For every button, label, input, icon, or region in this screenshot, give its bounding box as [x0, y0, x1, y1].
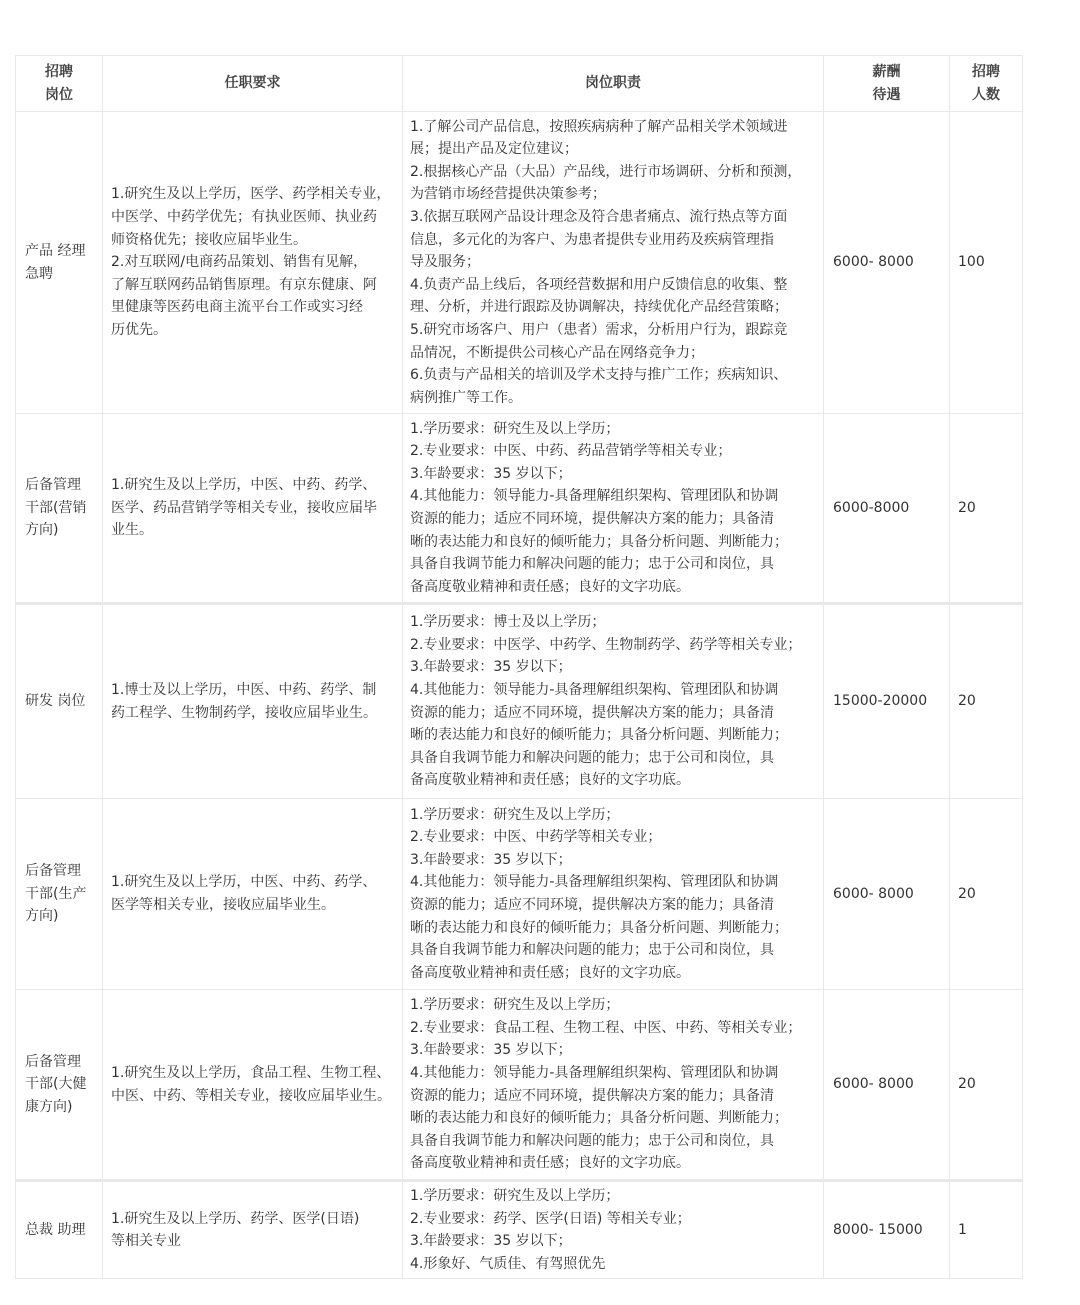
table-row — [16, 414, 1023, 604]
duties-cell-line: 2.专业要求：中医、中药、药品营销学等相关专业； — [410, 443, 732, 460]
duties-cell-line: 晰的表达能力和良好的倾听能力；具备分析问题、判断能力； — [410, 727, 788, 744]
header-row — [16, 56, 1023, 112]
duties-cell-line: 2.专业要求：食品工程、生物工程、中医、中药、等相关专业； — [410, 1019, 802, 1036]
position-cell-line: 方向) — [25, 522, 59, 539]
count-cell: 100 — [950, 112, 1023, 414]
duties-cell-line: 晰的表达能力和良好的倾听能力；具备分析问题、判断能力； — [410, 533, 788, 550]
position-cell-line: 急聘 — [25, 265, 53, 282]
duties-cell-line: 3.年龄要求：35 岁以下； — [410, 1233, 572, 1250]
duties-cell-line: 具备自我调节能力和解决问题的能力；忠于公司和岗位，具 — [410, 942, 774, 959]
requirements-cell-line: 医学等相关专业，接收应届毕业生。 — [111, 897, 335, 913]
salary-cell: 15000-20000 — [824, 604, 950, 799]
duties-cell-line: 资源的能力；适应不同环境，提供解决方案的能力；具备清 — [410, 704, 774, 721]
requirements-cell-line: 师资格优先；接收应届毕业生。 — [111, 231, 307, 248]
salary-cell: 8000- 15000 — [824, 1181, 950, 1279]
duties-cell-line: 信息，多元化的为客户、为患者提供专业用药及疾病管理指 — [410, 231, 774, 248]
duties-cell — [403, 1181, 824, 1279]
recruitment-table — [15, 55, 1023, 1279]
duties-cell-line: 资源的能力；适应不同环境，提供解决方案的能力；具备清 — [410, 897, 774, 913]
requirements-cell — [103, 112, 403, 414]
duties-cell-line: 2.专业要求：中医学、中药学、生物制药学、药学等相关专业； — [410, 636, 802, 653]
requirements-cell-line: 1.研究生及以上学历，医学、药学相关专业， — [111, 186, 391, 203]
position-cell — [16, 990, 103, 1181]
duties-cell — [403, 799, 824, 990]
header-count: 招聘 人数 — [950, 56, 1023, 112]
position-cell-line: 研发 岗位 — [25, 693, 86, 710]
duties-cell-line: 3.年龄要求：35 岁以下； — [410, 851, 572, 868]
duties-cell-line: 3.年龄要求：35 岁以下； — [410, 465, 572, 482]
table-row — [16, 1181, 1023, 1279]
requirements-cell-line: 里健康等医药电商主流平台工作或实习经 — [111, 299, 363, 316]
duties-cell-line: 品情况，不断提供公司核心产品在网络竞争力； — [410, 344, 704, 361]
duties-cell-line: 2.根据核心产品（大品）产品线，进行市场调研、分析和预测， — [410, 163, 802, 180]
count-cell: 20 — [950, 799, 1023, 990]
header-duties: 岗位职责 — [403, 56, 824, 112]
position-cell-line: 后备管理 — [25, 477, 81, 494]
requirements-cell — [103, 414, 403, 604]
table-row — [16, 799, 1023, 990]
duties-cell-line: 晰的表达能力和良好的倾听能力；具备分析问题、判断能力； — [410, 919, 788, 936]
position-cell-line: 后备管理 — [25, 863, 81, 880]
salary-cell: 6000-8000 — [824, 414, 950, 604]
duties-cell — [403, 990, 824, 1181]
position-cell-line: 干部(营销 — [25, 499, 87, 516]
position-cell-line: 产品 经理 — [25, 242, 86, 259]
requirements-cell-line: 等相关专业 — [111, 1233, 181, 1250]
requirements-cell-line: 历优先。 — [111, 321, 167, 338]
requirements-cell — [103, 799, 403, 990]
duties-cell-line: 3.依据互联网产品设计理念及符合患者痛点、流行热点等方面 — [410, 209, 788, 226]
duties-cell-line: 4.负责产品上线后，各项经营数据和用户反馈信息的收集、整 — [410, 276, 788, 293]
duties-cell-line: 1.学历要求：研究生及以上学历； — [410, 420, 620, 437]
count-cell: 20 — [950, 604, 1023, 799]
count-cell: 20 — [950, 990, 1023, 1181]
duties-cell-line: 理、分析，并进行跟踪及协调解决，持续优化产品经营策略； — [410, 299, 788, 316]
requirements-cell — [103, 990, 403, 1181]
position-cell-line: 后备管理 — [25, 1053, 81, 1070]
duties-cell-line: 备高度敬业精神和责任感；良好的文字功底。 — [410, 964, 690, 981]
duties-cell-line: 1.学历要求：研究生及以上学历； — [410, 806, 620, 823]
duties-cell-line: 1.学历要求：博士及以上学历； — [410, 614, 606, 631]
requirements-cell-line: 1.研究生及以上学历，中医、中药、药学、 — [111, 874, 377, 891]
duties-cell-line: 资源的能力；适应不同环境，提供解决方案的能力；具备清 — [410, 511, 774, 527]
duties-cell — [403, 414, 824, 604]
table-row — [16, 112, 1023, 414]
duties-cell-line: 备高度敬业精神和责任感；良好的文字功底。 — [410, 578, 690, 595]
position-cell — [16, 112, 103, 414]
duties-cell-line: 3.年龄要求：35 岁以下； — [410, 1042, 572, 1059]
requirements-cell-line: 药工程学、生物制药学，接收应届毕业生。 — [111, 704, 377, 721]
duties-cell-line: 2.专业要求：药学、医学(日语) 等相关专业； — [410, 1210, 691, 1227]
duties-cell-line: 1.学历要求：研究生及以上学历； — [410, 1188, 620, 1204]
count-cell: 1 — [950, 1181, 1023, 1279]
header-position: 招聘 岗位 — [16, 56, 103, 112]
requirements-cell — [103, 604, 403, 799]
requirements-cell-line: 中医、中药、等相关专业，接收应届毕业生。 — [111, 1087, 391, 1104]
requirements-cell-line: 1.博士及以上学历，中医、中药、药学、制 — [111, 681, 377, 698]
position-cell-line: 干部(大健 — [25, 1076, 87, 1093]
position-cell-line: 方向) — [25, 908, 59, 925]
requirements-cell — [103, 1181, 403, 1279]
requirements-cell-line: 1.研究生及以上学历，食品工程、生物工程、 — [111, 1064, 391, 1081]
position-cell — [16, 799, 103, 990]
duties-cell-line: 为营销市场经营提供决策参考； — [410, 186, 606, 203]
duties-cell — [403, 604, 824, 799]
position-cell-line: 干部(生产 — [25, 885, 87, 902]
duties-cell-line: 1.学历要求：研究生及以上学历； — [410, 997, 620, 1014]
duties-cell-line: 4.其他能力：领导能力-具备理解组织架构、管理团队和协调 — [410, 874, 779, 891]
duties-cell-line: 4.形象好、气质佳、有驾照优先 — [410, 1255, 606, 1272]
duties-cell-line: 备高度敬业精神和责任感；良好的文字功底。 — [410, 772, 690, 789]
requirements-cell-line: 中医学、中药学优先；有执业医师、执业药 — [111, 209, 377, 226]
duties-cell-line: 具备自我调节能力和解决问题的能力；忠于公司和岗位，具 — [410, 556, 774, 573]
header-salary: 薪酬 待遇 — [824, 56, 950, 112]
duties-cell-line: 4.其他能力：领导能力-具备理解组织架构、管理团队和协调 — [410, 488, 779, 505]
position-cell-line: 康方向) — [25, 1098, 73, 1115]
duties-cell-line: 6.负责与产品相关的培训及学术支持与推广工作；疾病知识、 — [410, 367, 788, 384]
duties-cell-line: 具备自我调节能力和解决问题的能力；忠于公司和岗位，具 — [410, 1132, 774, 1149]
duties-cell-line: 4.其他能力：领导能力-具备理解组织架构、管理团队和协调 — [410, 681, 779, 698]
salary-cell: 6000- 8000 — [824, 112, 950, 414]
position-cell — [16, 1181, 103, 1279]
duties-cell-line: 备高度敬业精神和责任感；良好的文字功底。 — [410, 1155, 690, 1172]
table-row — [16, 990, 1023, 1181]
duties-cell-line: 资源的能力；适应不同环境，提供解决方案的能力；具备清 — [410, 1087, 774, 1104]
duties-cell-line: 3.年龄要求：35 岁以下； — [410, 659, 572, 676]
duties-cell-line: 展；提出产品及定位建议； — [410, 141, 578, 158]
requirements-cell-line: 医学、药品营销学等相关专业，接收应届毕 — [111, 499, 377, 516]
duties-cell-line: 具备自我调节能力和解决问题的能力；忠于公司和岗位，具 — [410, 749, 774, 766]
duties-cell-line: 5.研究市场客户、用户（患者）需求，分析用户行为，跟踪竞 — [410, 321, 788, 338]
position-cell — [16, 604, 103, 799]
count-cell: 20 — [950, 414, 1023, 604]
header-requirements: 任职要求 — [103, 56, 403, 112]
table-row — [16, 604, 1023, 799]
requirements-cell-line: 1.研究生及以上学历，中医、中药、药学、 — [111, 477, 377, 494]
position-cell-line: 总裁 助理 — [25, 1221, 86, 1238]
requirements-cell-line: 1.研究生及以上学历、药学、医学(日语) — [111, 1210, 360, 1227]
duties-cell — [403, 112, 824, 414]
requirements-cell-line: 2.对互联网/电商药品策划、销售有见解， — [111, 254, 368, 271]
duties-cell-line: 晰的表达能力和良好的倾听能力；具备分析问题、判断能力； — [410, 1110, 788, 1127]
duties-cell-line: 1.了解公司产品信息，按照疾病病种了解产品相关学术领域进 — [410, 118, 788, 135]
requirements-cell-line: 业生。 — [111, 522, 153, 539]
duties-cell-line: 导及服务； — [410, 254, 480, 271]
position-cell — [16, 414, 103, 604]
duties-cell-line: 4.其他能力：领导能力-具备理解组织架构、管理团队和协调 — [410, 1064, 779, 1081]
salary-cell: 6000- 8000 — [824, 799, 950, 990]
salary-cell: 6000- 8000 — [824, 990, 950, 1181]
duties-cell-line: 病例推广等工作。 — [410, 389, 522, 406]
duties-cell-line: 2.专业要求：中医、中药学等相关专业； — [410, 829, 662, 846]
requirements-cell-line: 了解互联网药品销售原理。有京东健康、阿 — [111, 276, 377, 293]
